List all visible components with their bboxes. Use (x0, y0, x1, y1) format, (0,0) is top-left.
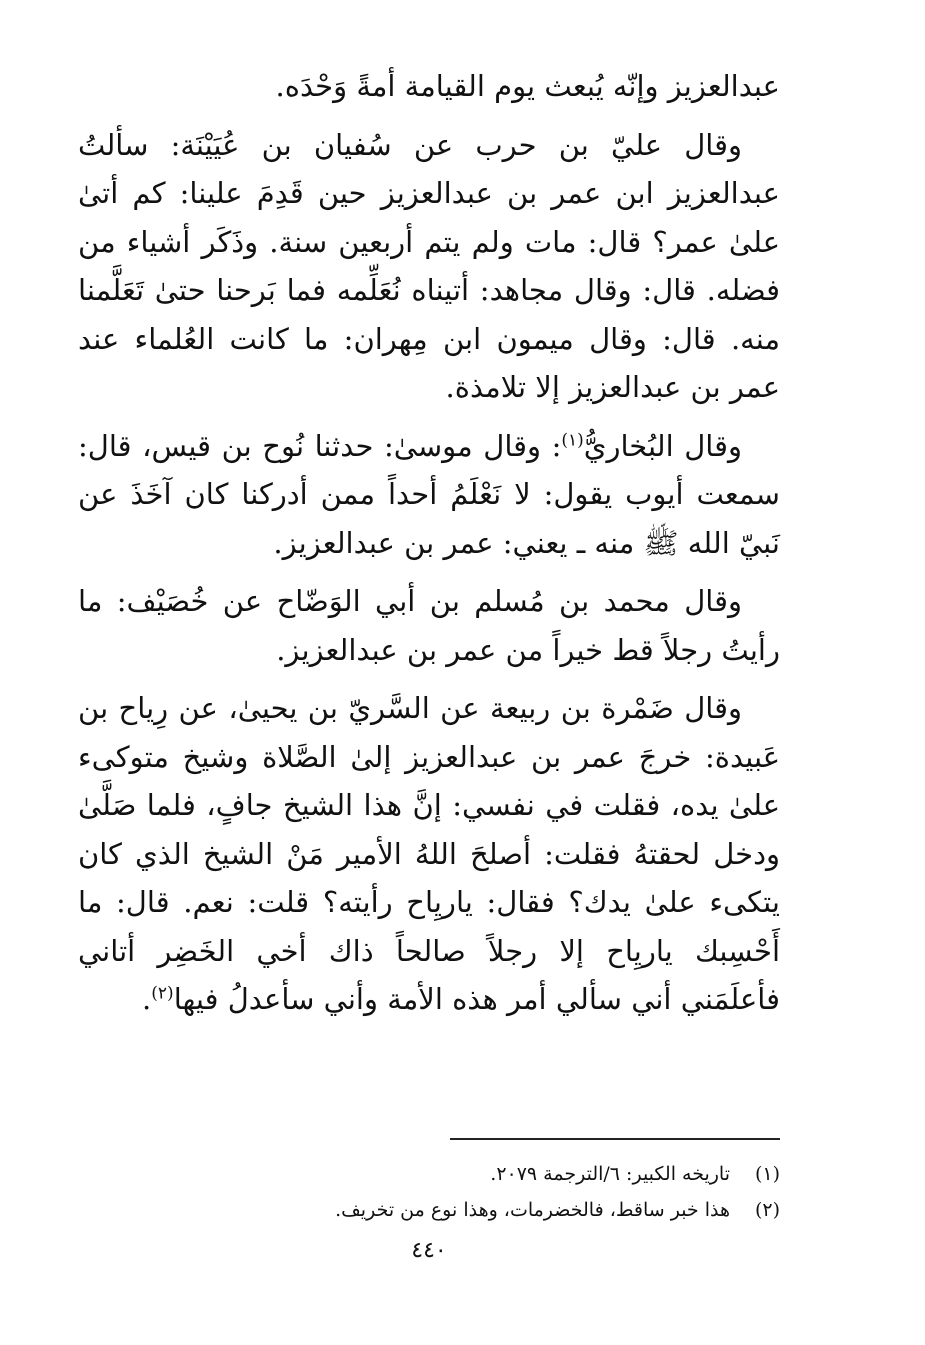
paragraph-text: وقال محمد بن مُسلم بن أبي الوَضّاح عن خُصَيْف: ما رأيتُ رجلاً قط خيراً من عمر بن عبدالعزيز. (78, 584, 780, 667)
main-text (78, 62, 780, 1024)
paragraph-text: : وقال موسىٰ: حدثنا نُوح بن قيس، قال: سمعت أيوب يقول: لا نَعْلَمُ أحداً ممن أدركنا كان آخَذَ عن نَبيّ الله ﷺ منه ـ يعني: عمر بن عبدالعزيز. (78, 428, 780, 560)
footnote-number: (٢) (754, 1199, 780, 1221)
paragraph-text: وقال البُخاريُّ (583, 428, 742, 463)
paragraph-4 (78, 577, 780, 674)
paragraph-text: وقال عليّ بن حرب عن سُفيان بن عُيَيْنَة: سألتُ عبدالعزيز ابن عمر بن عبدالعزيز حين قَدِمَ علينا: كم أتىٰ علىٰ عمر؟ قال: مات ولم يتم أربعين سنة. وذَكَر أشياء من فضله. قال: وقال مجاهد: أتيناه نُعَلِّمه فما بَرحنا حتىٰ تَعَلَّمنا منه. قال: وقال ميمون ابن مِهران: ما كانت العُلماء عند عمر بن عبدالعزيز إلا تلامذة. (78, 127, 780, 404)
paragraph-text: وقال ضَمْرة بن ربيعة عن السَّريّ بن يحيىٰ، عن رِياح بن عَبيدة: خرجَ عمر بن عبدالعزيز إلىٰ الصَّلاة وشيخ متوكىء علىٰ يده، فقلت في نفسي: إنَّ هذا الشيخ جافٍ، فلما صَلَّىٰ ودخل لحقتهُ فقلت: أصلحَ اللهُ الأمير مَنْ الشيخ الذي كان يتكىء علىٰ يدك؟ فقال: ياريِاح رأيته؟ قلت: نعم. قال: ما أَحْسِبك ياريِاح إلا رجلاً صالحاً ذاك أخي الخَضِر أتاني فأعلَمَني أني سألي أمر هذه الأمة وأني سأعدلُ فيها (78, 691, 780, 1016)
page-number: ٤٤٠ (411, 1238, 447, 1263)
footnote-divider (450, 1138, 780, 1140)
footnote-number: (١) (754, 1163, 780, 1185)
paragraph-5 (78, 684, 780, 1024)
paragraph-text: . (142, 982, 152, 1016)
footnotes (78, 1156, 780, 1228)
paragraph-2 (78, 121, 780, 412)
book-page (78, 62, 780, 1302)
paragraph-3 (78, 422, 780, 568)
footnote-text: هذا خبر ساقط، فالخضرمات، وهذا نوع من تخريف. (335, 1199, 730, 1221)
footnote-1 (78, 1156, 780, 1192)
footnote-2 (78, 1192, 780, 1228)
footnote-reference-1: (١) (561, 429, 584, 450)
footnote-text: تاريخه الكبير: ٦/الترجمة ٢٠٧٩. (490, 1163, 730, 1185)
paragraph-text: عبدالعزيز وإنّه يُبعث يوم القيامة أمةً وَحْدَه. (275, 69, 780, 103)
paragraph-1 (78, 62, 780, 111)
footnote-reference-2: (٢) (151, 983, 174, 1004)
